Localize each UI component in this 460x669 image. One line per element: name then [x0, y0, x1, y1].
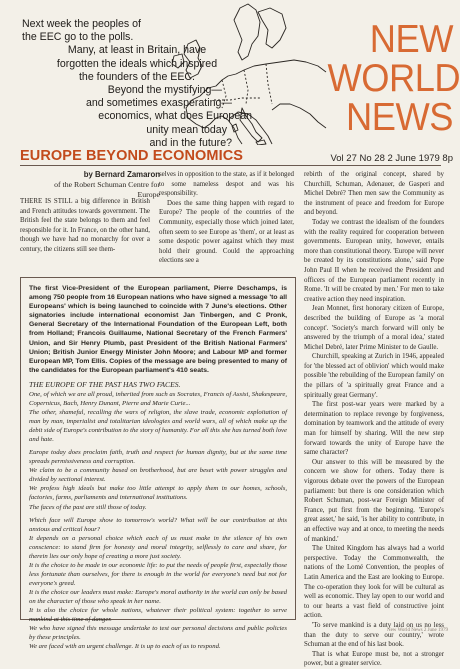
- article-column-3: [304, 170, 444, 669]
- box-subhead: THE EUROPE OF THE PAST HAS TWO FACES.: [29, 379, 181, 389]
- paragraph: THERE IS STILL a big difference in British and French attitudes towards government. The British feel the state belongs to them and feel responsible for it. In France, on the other hand, though we have had no monarchy for over a century, the citizens still see them-: [20, 198, 150, 253]
- paragraph: Jean Monnet, first honorary citizen of Europe, described the building of Europe as 'a moral concept'. 'Society's march forward will only be answered by the triumph of a moral idea,' stated Michel Debré, later Prime Minister to de Gaulle.: [304, 305, 444, 351]
- masthead: [318, 18, 460, 139]
- paragraph: selves in opposition to the state, as if it belonged to some nameless despot and was his responsibility.: [159, 171, 294, 198]
- teaser-line: the founders of the EEC.: [78, 70, 195, 83]
- teaser-line: economics, what does European: [98, 110, 252, 123]
- paragraph: That is what Europe must be, not a stronger power, but a greater service.: [304, 650, 444, 668]
- box-paragraph: The other, shameful, recalling the wars of religion, the slave trade, economic exploitation of man by man, imperialist and totalitarian ideologies and world wars, all of which make up the debit side of Europe's contribution to the story of humanity. For all this she has turned both love and hate.: [29, 409, 287, 444]
- teaser-line: Many, at least in Britain, have: [67, 44, 207, 57]
- box-paragraph: We are faced with an urgent challenge. It is up to each of us to respond.: [29, 643, 221, 651]
- paragraph: The first post-war years were marked by a determination to replace revenge by forgiveness, domination by teamwork and the attitude of every man for himself by sharing. Will the new step forward towards the unity of Europe have the same character?: [304, 401, 444, 457]
- paragraph: Churchill, speaking at Zurich in 1946, appealed for 'the blessed act of oblivion' which would make possible 'the rebuilding of the European family' on the pillars of 'a spiritually great France and a spiritually great Germany'.: [304, 353, 444, 399]
- article-headline: EUROPE BEYOND ECONOMICS: [20, 148, 244, 164]
- box-intro: The first Vice-President of the European parliament, Pierre Deschamps, is among 750 people from 16 European nations who have signed a message 'to all Europeans' which is being launched to coincide with 7 June's elections. Other signatories include international economist Jan Tinbergen, and C Pronk, General Secretary of the International Foundation of the European Left, both from Holland; Francois Guillaume, National Secretary of the French Farmers' Union, and Sir Henry Plumb, past President of the British National Farmers' Union; British Junior Energy Minister John Moore; and Labour MP and former European MP, Tom Ellis. Copies of the message are being presented to many of the candidates for the European parliament's 410 seats.: [29, 285, 287, 374]
- byline-affiliation: of the Robert Schuman Centre for Europe: [54, 180, 160, 199]
- box-paragraph: It is the choice our leaders must make: Europe's moral authority in the world can only be based on the character of those who speak in her name.: [29, 588, 287, 605]
- paragraph: 'To serve mankind is a duty laid on us no less than the duty to serve our country,' wrote Schuman at the end of his last book.: [304, 621, 444, 649]
- masthead-word: NEW: [369, 18, 453, 61]
- box-paragraph: One, of which we are all proud, inherited from such as Socrates, Francis of Assisi, Shakespeare, Copernicus, Bach, Henry Dunant, Pierre and Marie Curie...: [29, 390, 287, 407]
- box-paragraph: It is the choice to be made in our economic life: to put the needs of people first, especially those less fortunate than ourselves, for there is enough in the world for everyone's need but not for everyone's greed.: [29, 561, 287, 587]
- message-box: [20, 277, 296, 651]
- byline-author: by Bernard Zamaron: [83, 170, 160, 179]
- headline-rule: [20, 165, 441, 166]
- box-paragraph: The faces of the past are still those of today.: [29, 503, 147, 511]
- teaser-text: [22, 18, 252, 150]
- box-paragraph: It is also the choice for whole nations, whatever their political system: together to serve mankind at this time of danger.: [29, 607, 287, 624]
- paragraph: The United Kingdom has always had a world perspective. Today the Commonwealth, the nations of the Lomé Convention, the peoples of Latin America and the East are looking to Europe. The co-operation they look for will be cultural as well as economic. They lay open to our world and to our hearts a vast field of constructive joint action.: [304, 545, 444, 620]
- paragraph: Our answer to this will be measured by the concern we show for others. Today there is vigorous debate over the powers of the European parliament: but there is one consideration which Robert Schuman, post-war Foreign Minister of France, put first from the beginning. 'Europe's great asset,' he said, 'is her ability to contribute, in an effective way and at once, to meeting the needs of mankind.': [304, 458, 444, 543]
- article-column-1: [20, 197, 150, 255]
- masthead-word: NEWS: [346, 96, 453, 139]
- box-paragraph: It depends on a personal choice which each of us must make in the silence of his own conscience: to stand firm for honesty and moral integrity, selflessly to care and share, for therein lies our only hope of creating a more just society.: [29, 534, 287, 560]
- page-footer: New World News 2 June 1979: [386, 628, 448, 633]
- teaser-line: and sometimes exasperating—: [85, 97, 232, 110]
- paragraph: Does the same thing happen with regard to Europe? The people of the countries of the Community, especially those which joined later, often seem to see Europe as 'them', or at least as some despotic power against which they must hold their ground. Could the approaching elections see a: [159, 199, 294, 265]
- teaser-line: forgotten the ideals which inspired: [56, 57, 218, 70]
- issue-info: Vol 27 No 28 2 June 1979 8p: [330, 153, 453, 164]
- byline: [30, 170, 160, 200]
- teaser-line: and in the future?: [149, 136, 232, 149]
- box-paragraph: We who have signed this message undertake to test our personal decisions and public policies by these principles.: [29, 625, 287, 642]
- box-paragraph: We profess high ideals but make too little attempt to apply them in our homes, schools, factories, farms, parliaments and international institutions.: [29, 485, 287, 502]
- teaser-line: Beyond the mystifying—: [107, 84, 222, 97]
- teaser-line: the EEC go to the polls.: [22, 31, 134, 44]
- masthead-word: WORLD: [327, 57, 460, 100]
- teaser-line: Next week the peoples of: [22, 18, 141, 30]
- article-column-2: [159, 170, 294, 266]
- paragraph: rebirth of the original concept, shared by Churchill, Schuman, Adenauer, de Gasperi and Michel Debré? Then men saw the Community as the instrument of peace and freedom for Europe and beyond.: [304, 171, 444, 217]
- box-paragraph: Which face will Europe show to tomorrow's world? What will be our contribution at this anxious and critical hour?: [29, 516, 287, 533]
- teaser-line: unity mean today: [146, 123, 227, 136]
- box-paragraph: Europe today does proclaim faith, truth and respect for human dignity, but at the same time spreads permissiveness and corruption.: [29, 449, 287, 466]
- paragraph: Today we contrast the idealism of the founders with the reality required for cooperation between governments. European unity, however, entails more than constitutional theory. 'Europe will never be created by its constitutions alone,' said Pope John Paul II when he received the President and officers of the European parliament recently in Rome. 'It will be created by men.' For men to take creative action they need inspiration.: [304, 218, 444, 303]
- box-paragraph: We claim to be a community based on brotherhood, but are beset with power struggles and divided by sectional interest.: [29, 467, 287, 484]
